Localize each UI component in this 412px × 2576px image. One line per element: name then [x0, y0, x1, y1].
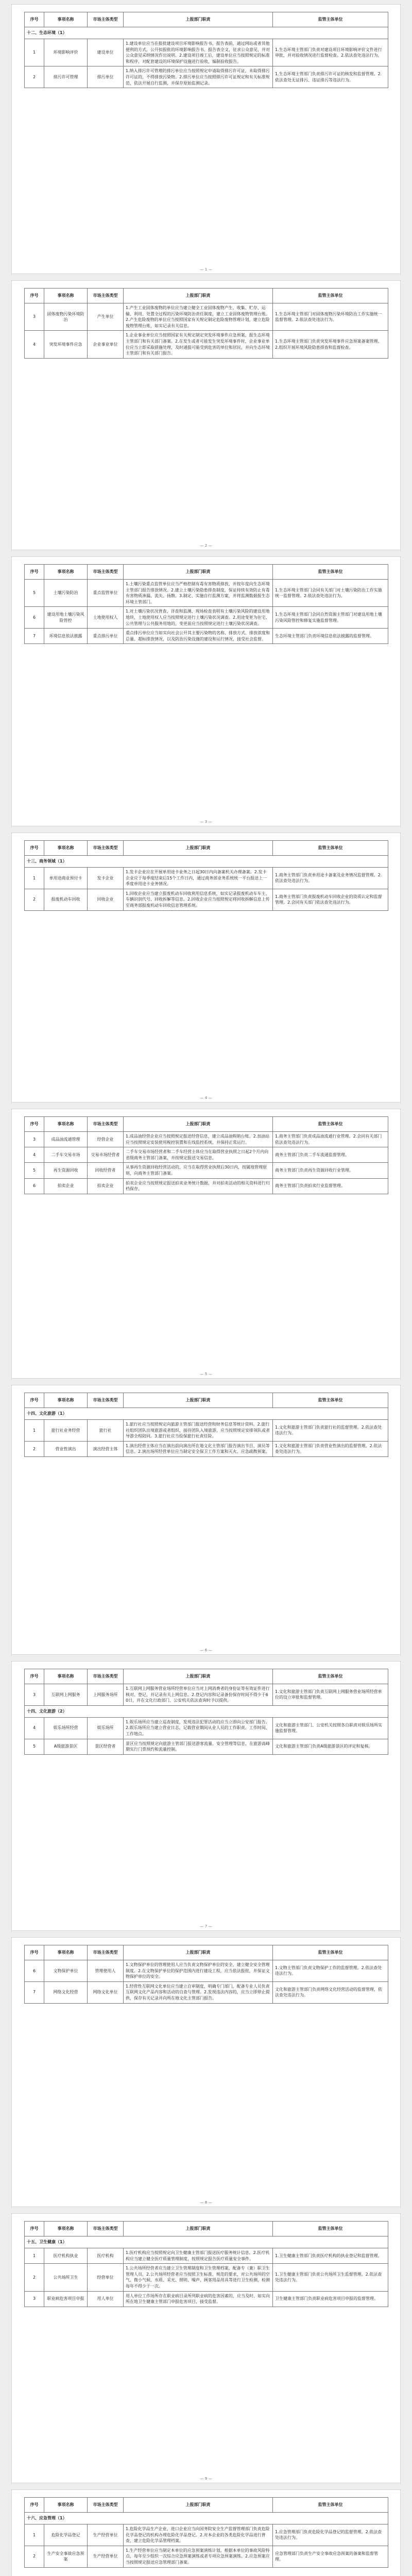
cell-level: 演出经营主体 [88, 1441, 124, 1456]
header-item: 事项名称 [44, 1945, 88, 1960]
cell-department: 应急管理部门负责生产安全事故应急预案的备案和监督管理。 [273, 2546, 388, 2567]
cell-item: 医疗机构执业 [44, 2248, 88, 2264]
header-requirement: 上报部门职责 [124, 2222, 273, 2236]
header-requirement: 上报部门职责 [124, 289, 273, 303]
cell-level: 排污单位 [88, 66, 124, 88]
header-level: 市场主体类型 [88, 565, 124, 580]
cell-level: 交易市场经营者 [88, 1147, 124, 1163]
cell-department: 商务主管部门负责拍卖行业监督管理。 [273, 1178, 388, 1194]
cell-department: 1.商务主管部门负责报废机动车回收企业的资质认定和监督管理。2.会同有关部门依法查处违法行为。 [273, 889, 388, 910]
header-department: 监管主体单位 [273, 2498, 388, 2513]
cell-requirement: 重点排污单位应当如实向社会公开其主要污染物的名称、排放方式、排放浓度和总量、超标排放情况，以及防治污染设施的建设和运行情况，接受社会监督。 [124, 629, 273, 644]
table-header-row [25, 12, 388, 27]
category-title: 十四、文化旅游（2） [25, 1705, 388, 1717]
cell-item: 再生资源回收 [44, 1163, 88, 1178]
cell-level: 发卡企业 [88, 868, 124, 889]
cell-seq: 1 [25, 868, 44, 889]
cell-item: 突发环境事件应急 [44, 331, 88, 358]
table-row [25, 1147, 388, 1163]
cell-requirement: 1.对土壤污染状况普查、详查和监测、现场检查表明有土壤污染风险的建设用地地块，土地使用权人应当按照规定进行土壤污染状况调查。2.用途变更为住宅、公共管理与公共服务用地的，变更前应当按照规定进行土壤污染状况调查。 [124, 607, 273, 629]
document-page [11, 1109, 401, 1379]
table-header-row [25, 2222, 388, 2236]
cell-requirement: 1.演出经营主体应当在演出前向演出所在地文化主管部门报告演出节目、演员等信息。2.演出场所经营单位应当制定安全保卫工作方案和灭火、应急疏散预案。 [124, 1441, 273, 1456]
table-header-row [25, 2498, 388, 2513]
table-header-row [25, 841, 388, 856]
table-row [25, 1441, 388, 1456]
table-header-row [25, 1117, 388, 1132]
cell-department: 文化和旅游主管部门负责网络文化经营活动的监督管理，依法查处违法行为。 [273, 1981, 388, 2003]
cell-seq: 5 [25, 580, 44, 607]
cell-item: 拍卖企业 [44, 1178, 88, 1194]
cell-department: 1.文物主管部门负责文物保护工作的监督管理。2.依法查处违法行为。 [273, 1960, 388, 1982]
table-row [25, 2248, 388, 2264]
document-page [11, 556, 401, 826]
header-item: 事项名称 [44, 1117, 88, 1132]
cell-seq: 3 [25, 1684, 44, 1706]
header-requirement: 上报部门职责 [124, 1117, 273, 1132]
table-row [25, 1178, 388, 1194]
page-number: — 8 — [200, 2200, 212, 2205]
page-number: — 2 — [200, 544, 212, 548]
requirements-table [24, 1669, 388, 1755]
header-item: 事项名称 [44, 289, 88, 303]
cell-item: 固体废物污染环境防治 [44, 303, 88, 331]
table-row [25, 1717, 388, 1739]
cell-requirement: 1.土壤污染重点监管单位应当严格控制有毒有害物质排放，并按年度向生态环境主管部门报告排放情况。2.建立土壤污染隐患排查制度，保证持续有效防止有毒有害物质渗漏、流失、扬散。3.制定、实施自行监测方案，并将监测数据报生态环境主管部门。 [124, 580, 273, 607]
table-header-row [25, 289, 388, 303]
cell-level: 产生单位 [88, 303, 124, 331]
header-seq: 序号 [25, 841, 44, 856]
table-row [25, 39, 388, 66]
cell-requirement: 1.文物保护单位的管理使用人应当负责文物保护单位的安全，建立健全安全管理制度。2.在文物保护单位的保护范围内进行建设工程，应当依法报批，并保证文物保护单位的安全。 [124, 1960, 273, 1982]
header-item: 事项名称 [44, 1669, 88, 1684]
table-header-row [25, 1669, 388, 1684]
requirements-table [24, 564, 388, 644]
category-row [25, 1705, 388, 1717]
header-level: 市场主体类型 [88, 12, 124, 27]
cell-department: 1.生态环境主管部门负责对建设项目环境影响评价文件进行审批，并对验收情况进行监督检查。2.依法查处违法行为。 [273, 39, 388, 66]
requirements-table [24, 2497, 388, 2568]
cell-item: A级旅游景区 [44, 1739, 88, 1754]
cell-seq: 4 [25, 331, 44, 358]
table-header-row [25, 1393, 388, 1408]
cell-department: 1.生态环境主管部门负责突发环境事件应急预案备案管理。2.组织开展环境风险隐患排查和监督检查。 [273, 331, 388, 358]
header-level: 市场主体类型 [88, 1945, 124, 1960]
cell-item: 单用途商业预付卡 [44, 868, 88, 889]
cell-seq: 2 [25, 2264, 44, 2291]
header-level: 市场主体类型 [88, 2498, 124, 2513]
cell-seq: 2 [25, 889, 44, 910]
cell-department: 1.文化和旅游主管部门负责互联网上网服务营业场所经营单位的设立审批和监督管理。 [273, 1684, 388, 1706]
cell-item: 娱乐场所经营 [44, 1717, 88, 1739]
cell-requirement: 1.纳入排污许可管理的排污单位应当按照规定申请取得排污许可证，未取得排污许可证的，不得排放污染物。2.排污单位应当按照排污许可证规定和有关标准规范，依法开展自行监测，并保存原始监测记录。 [124, 66, 273, 88]
header-department: 监管主体单位 [273, 12, 388, 27]
cell-seq: 6 [25, 1960, 44, 1982]
cell-item: 土壤污染防治 [44, 580, 88, 607]
cell-level: 娱乐场所 [88, 1717, 124, 1739]
page-number: — 9 — [200, 2477, 212, 2481]
cell-item: 二手车交易市场 [44, 1147, 88, 1163]
header-seq: 序号 [25, 1669, 44, 1684]
cell-requirement: 1.旅行社应当按照规定向旅游主管部门报送经营和财务信息等统计资料。2.旅行社组织团队出境旅游或者组织、接待团队入境旅游，应当按照规定安排领队或者导游全程陪同。3.旅行社应当投保旅行社责任险。 [124, 1420, 273, 1442]
table-row [25, 1739, 388, 1754]
cell-requirement: 1.发卡企业应在开展单用途卡业务之日起30日内向备案机关办理备案。2.发卡企业应于每季度结束后15个工作日内，通过商务部业务系统统一平台报送上一季度单用途卡业务情况。 [124, 868, 273, 889]
header-seq: 序号 [25, 289, 44, 303]
cell-requirement: 用人单位工作场所存在职业病目录所列职业病的危害因素的，应当及时、如实向所在地卫生健康主管部门申报危害项目，接受监督。 [124, 2291, 273, 2307]
cell-seq: 6 [25, 1178, 44, 1194]
cell-level: 网络文化单位 [88, 1981, 124, 2003]
page-number: — 3 — [200, 820, 212, 824]
cell-requirement: 1.企业事业单位应当按照国家有关规定制定突发环境事件应急预案，报生态环境主管部门和有关部门备案。2.在发生或者可能发生突发环境事件时，企业事业单位应当立即采取措施处理，及时通报可能受到危害的单位和居民，并向生态环境主管部门和有关部门报告。 [124, 331, 273, 358]
table-row [25, 889, 388, 910]
header-level: 市场主体类型 [88, 841, 124, 856]
cell-department: 商务主管部门负责二手车流通监督管理。 [273, 1147, 388, 1163]
cell-requirement: 景区应当按照规定向旅游主管部门报送游客流量、安全管理等信息，在旅游高峰期实行门票预约和流量控制。 [124, 1739, 273, 1754]
document-page [11, 833, 401, 1103]
cell-department: 文化和旅游主管部门负责A级旅游景区的评定和复核。 [273, 1739, 388, 1754]
cell-department: 卫生健康主管部门负责职业病危害项目申报的监督管理。 [273, 2291, 388, 2307]
cell-level: 企业事业单位 [88, 331, 124, 358]
header-item: 事项名称 [44, 12, 88, 27]
header-department: 监管主体单位 [273, 1393, 388, 1408]
cell-department: 1.生态环境主管部门会同有关部门对土壤污染防治工作实施统一监督管理。2.依法查处违法行为。 [273, 580, 388, 607]
cell-level: 重点监管单位 [88, 580, 124, 607]
cell-department: 1.商务主管部门负责单用途卡备案及业务情况监督管理。2.依法查处违法行为。 [273, 868, 388, 889]
document-page [11, 1661, 401, 1931]
header-department: 监管主体单位 [273, 2222, 388, 2236]
requirements-table [24, 1393, 388, 1457]
cell-seq: 1 [25, 2524, 44, 2546]
page-number: — 5 — [200, 1372, 212, 1376]
requirements-table [24, 840, 388, 911]
cell-item: 互联网上网服务 [44, 1684, 88, 1706]
category-row [25, 1408, 388, 1420]
cell-level: 重点排污单位 [88, 629, 124, 644]
cell-seq: 6 [25, 607, 44, 629]
header-seq: 序号 [25, 1117, 44, 1132]
header-seq: 序号 [25, 2498, 44, 2513]
table-row [25, 66, 388, 88]
cell-seq: 2 [25, 2546, 44, 2567]
table-row [25, 1420, 388, 1442]
page-number: — 1 — [200, 267, 212, 272]
document-page [11, 1385, 401, 1655]
table-row [25, 331, 388, 358]
cell-department: 1.生态环境主管部门负责排污许可证的核发和监督管理。2.依法查处无证排污、违证排污等违法行为。 [273, 66, 388, 88]
cell-seq: 1 [25, 1420, 44, 1442]
cell-level: 回收经营者 [88, 1163, 124, 1178]
cell-requirement: 1.危险化学品生产企业、进口企业应当向国务院安全生产监督管理部门负责危险化学品登记的机构办理危险化学品登记。2.对本企业的各类危险化学品进行普查，建立危险化学品管理档案。 [124, 2524, 273, 2546]
cell-department: 1.生态环境主管部门对固体废物污染环境防治工作实施统一监督管理。2.依法查处违法行为。 [273, 303, 388, 331]
document-page [11, 2213, 401, 2483]
cell-item: 生产安全事故应急预案 [44, 2546, 88, 2567]
header-level: 市场主体类型 [88, 289, 124, 303]
cell-requirement: 1.娱乐场所应当建立巡查制度，发现违法犯罪活动的应当立即向公安部门报告。2.娱乐场所应当建立营业日志，记载营业期间从业人员的工作职责、工作时间、工作地点。 [124, 1717, 273, 1739]
cell-item: 报废机动车回收 [44, 889, 88, 910]
cell-item: 建设用地土壤污染风险管控 [44, 607, 88, 629]
cell-seq: 2 [25, 66, 44, 88]
header-seq: 序号 [25, 1393, 44, 1408]
header-seq: 序号 [25, 1945, 44, 1960]
document-page [11, 4, 401, 274]
cell-department: 1.应急管理部门负责危险化学品登记的监督管理。2.依法查处违法行为。 [273, 2524, 388, 2546]
table-row [25, 1132, 388, 1147]
cell-requirement: 1.成品油经营企业应当按照规定报送经营信息，建立成品油购销台账。2.加油站应当按照规定安装使用税控装置和在线监控系统，并保持正常运行。 [124, 1132, 273, 1147]
header-department: 监管主体单位 [273, 841, 388, 856]
header-department: 监管主体单位 [273, 1117, 388, 1132]
category-row [25, 2513, 388, 2524]
header-item: 事项名称 [44, 2498, 88, 2513]
cell-department: 1.卫生健康主管部门负责医疗机构的执业登记和监督管理。 [273, 2248, 388, 2264]
cell-seq: 5 [25, 1163, 44, 1178]
cell-department: 1.文化和旅游主管部门负责营业性演出的监督管理。2.依法查处违法行为。 [273, 1441, 388, 1456]
cell-department: 生态环境主管部门负责环境信息依法披露的监督管理。 [273, 629, 388, 644]
cell-level: 旅行社 [88, 1420, 124, 1442]
requirements-table [24, 1945, 388, 2004]
cell-item: 公共场所卫生 [44, 2264, 88, 2291]
table-row [25, 2291, 388, 2307]
page-number: — 6 — [200, 1648, 212, 1652]
header-seq: 序号 [25, 2222, 44, 2236]
cell-item: 网络文化经营 [44, 1981, 88, 2003]
cell-requirement: 二手车交易市场经营者和二手车经营主体应当在取得营业执照之日起2个月内向省级商务主管部门备案，并按规定报送交易信息。 [124, 1147, 273, 1163]
header-requirement: 上报部门职责 [124, 1393, 273, 1408]
header-level: 市场主体类型 [88, 1393, 124, 1408]
header-department: 监管主体单位 [273, 565, 388, 580]
table-row [25, 1163, 388, 1178]
cell-level: 医疗机构 [88, 2248, 124, 2264]
header-requirement: 上报部门职责 [124, 2498, 273, 2513]
cell-item: 营业性演出 [44, 1441, 88, 1456]
cell-seq: 4 [25, 1717, 44, 1739]
cell-item: 旅行社业务经营 [44, 1420, 88, 1442]
table-row [25, 1684, 388, 1706]
cell-department: 1.商务主管部门负责成品油流通行业管理。2.会同有关部门依法查处违法行为。 [273, 1132, 388, 1147]
header-requirement: 上报部门职责 [124, 12, 273, 27]
cell-department: 文化和旅游主管部门、公安机关按照各自职责对娱乐场所实施监督管理。 [273, 1717, 388, 1739]
cell-item: 环境信息依法披露 [44, 629, 88, 644]
cell-level: 用人单位 [88, 2291, 124, 2307]
header-department: 监管主体单位 [273, 289, 388, 303]
cell-department: 1.卫生健康主管部门负责公共场所卫生监督管理。2.依法查处违法行为。 [273, 2264, 388, 2291]
cell-department: 商务主管部门负责再生资源回收行业管理。 [273, 1163, 388, 1178]
cell-requirement: 1.生产经营单位应当制定本单位的应急预案演练计划，根据本单位的事故风险特点，每年至少组织一次综合应急预案演练或者专项应急预案演练。2.应急预案应当按照规定报送应急管理部门备案。 [124, 2546, 273, 2567]
table-row [25, 1981, 388, 2003]
cell-item: 职业病危害项目申报 [44, 2291, 88, 2307]
category-title: 十五、卫生健康（1） [25, 2236, 388, 2248]
cell-level: 上网服务场所 [88, 1684, 124, 1706]
category-title: 十四、文化旅游（1） [25, 1408, 388, 1420]
cell-level: 经营企业 [88, 1132, 124, 1147]
header-item: 事项名称 [44, 841, 88, 856]
cell-level: 回收企业 [88, 889, 124, 910]
cell-requirement: 1.互联网上网服务营业场所经营单位应当对上网消费者的身份证等有效证件进行核对、登记，并记录有关上网信息。2.登记内容和记录备份保存时间不得少于60日，并在文化行政部门、公安机关依法查询时予以提供。 [124, 1684, 273, 1706]
cell-level: 经营单位 [88, 2264, 124, 2291]
cell-seq: 3 [25, 303, 44, 331]
cell-level: 景区经营者 [88, 1739, 124, 1754]
header-department: 监管主体单位 [273, 1945, 388, 1960]
header-requirement: 上报部门职责 [124, 1669, 273, 1684]
table-header-row [25, 1945, 388, 1960]
header-requirement: 上报部门职责 [124, 1945, 273, 1960]
header-item: 事项名称 [44, 1393, 88, 1408]
table-row [25, 607, 388, 629]
cell-level: 建设单位 [88, 39, 124, 66]
category-row [25, 856, 388, 868]
table-row [25, 629, 388, 644]
document-page [11, 1937, 401, 2207]
requirements-table [24, 12, 388, 88]
cell-level: 管理使用人 [88, 1960, 124, 1982]
cell-item: 危险化学品登记 [44, 2524, 88, 2546]
header-requirement: 上报部门职责 [124, 565, 273, 580]
table-row [25, 868, 388, 889]
header-level: 市场主体类型 [88, 1117, 124, 1132]
header-level: 市场主体类型 [88, 2222, 124, 2236]
cell-level: 生产经营单位 [88, 2524, 124, 2546]
requirements-table [24, 288, 388, 359]
header-department: 监管主体单位 [273, 1669, 388, 1684]
cell-seq: 1 [25, 39, 44, 66]
cell-department: 1.文化和旅游主管部门负责旅行社的监督管理。2.依法查处违法行为。 [273, 1420, 388, 1442]
cell-item: 成品油流通管理 [44, 1132, 88, 1147]
table-row [25, 2524, 388, 2546]
document-page [11, 2489, 401, 2576]
cell-requirement: 1.回收企业应当建立报废机动车回收利用信息系统，如实记录报废机动车车主、车辆识别代号、回收拆解等信息。2.回收企业应当按照规定将回收拆解信息上传至商务部报废机动车回收信息管理系统。 [124, 889, 273, 910]
page-number: — 4 — [200, 1096, 212, 1100]
requirements-table [24, 2221, 388, 2307]
page-number: — 7 — [200, 1924, 212, 1928]
cell-seq: 7 [25, 1981, 44, 2003]
header-level: 市场主体类型 [88, 1669, 124, 1684]
header-item: 事项名称 [44, 565, 88, 580]
table-row [25, 1960, 388, 1982]
header-seq: 序号 [25, 12, 44, 27]
cell-requirement: 1.建设单位应当在报批建设项目环境影响报告书、报告表前，通过网站或者其他便利的方式，公开拟报批的环境影响报告书、报告表全文，征求公众意见，并对公众意见采纳情况作出说明。2.建设项目竣工后，建设单位应当按照规定的标准和程序，对配套建设的环境保护设施进行验收，编制验收报告。 [124, 39, 273, 66]
table-row [25, 2264, 388, 2291]
header-seq: 序号 [25, 565, 44, 580]
header-item: 事项名称 [44, 2222, 88, 2236]
cell-level: 生产经营单位 [88, 2546, 124, 2567]
category-row [25, 27, 388, 39]
cell-requirement: 从事再生资源回收经营活动的，应当在取得营业执照后30日内，按属地管理原则，向商务主管部门备案。 [124, 1163, 273, 1178]
table-row [25, 2546, 388, 2567]
category-title: 十二、生态环境（1） [25, 27, 388, 39]
cell-requirement: 1.医疗机构应当按照规定向卫生健康主管部门报送医疗服务统计信息。2.医疗机构应当建立健全医疗质量管理制度，按照规定报告医疗质量安全事件。 [124, 2248, 273, 2264]
category-title: 十六、应急管理（1） [25, 2513, 388, 2524]
category-row [25, 2236, 388, 2248]
cell-seq: 1 [25, 2248, 44, 2264]
cell-item: 文物保护单位 [44, 1960, 88, 1982]
table-header-row [25, 565, 388, 580]
cell-requirement: 1.经营性互联网文化单位应当建立自审制度，明确专门部门，配备专业人员负责互联网文化产品内容和活动的自查与管理。2.发现违法内容的，应当立即停止提供，保存有关记录并向所在地文化主管部门报告。 [124, 1981, 273, 2003]
cell-seq: 4 [25, 1147, 44, 1163]
cell-seq: 7 [25, 629, 44, 644]
cell-requirement: 1.产生工业固体废物的单位应当建立健全工业固体废物产生、收集、贮存、运输、利用、处置全过程的污染环境防治责任制度，建立工业固体废物管理台账。2.产生危险废物的单位应当按照国家有关规定制定危险废物管理计划，建立危险废物管理台账，如实记录有关信息。 [124, 303, 273, 331]
requirements-table [24, 1116, 388, 1194]
cell-seq: 2 [25, 1441, 44, 1456]
document-page [11, 280, 401, 550]
header-requirement: 上报部门职责 [124, 841, 273, 856]
cell-seq: 3 [25, 2291, 44, 2307]
cell-level: 拍卖企业 [88, 1178, 124, 1194]
cell-level: 土地使用权人 [88, 607, 124, 629]
cell-item: 环境影响评价 [44, 39, 88, 66]
cell-seq: 3 [25, 1132, 44, 1147]
cell-seq: 5 [25, 1739, 44, 1754]
cell-requirement: 拍卖企业应当按照规定报送拍卖业务统计数据，并对拍卖活动的相关资料进行归档保存。 [124, 1178, 273, 1194]
table-row [25, 303, 388, 331]
cell-department: 1.生态环境主管部门会同自然资源主管部门对建设用地土壤污染风险管控和修复实施监督管理。 [273, 607, 388, 629]
cell-item: 排污许可管理 [44, 66, 88, 88]
category-title: 十三、商务领域（1） [25, 856, 388, 868]
cell-requirement: 1.公共场所经营者应当建立卫生管理制度和卫生管理档案，配备专（兼）职卫生管理人员。2.公共场所经营者应当按照卫生标准、规范的要求，对公共场所的空气、微小气候、水质、采光、照明、噪声、顾客用品用具等进行卫生检测，检测每年不得少于一次。 [124, 2264, 273, 2291]
table-row [25, 580, 388, 607]
